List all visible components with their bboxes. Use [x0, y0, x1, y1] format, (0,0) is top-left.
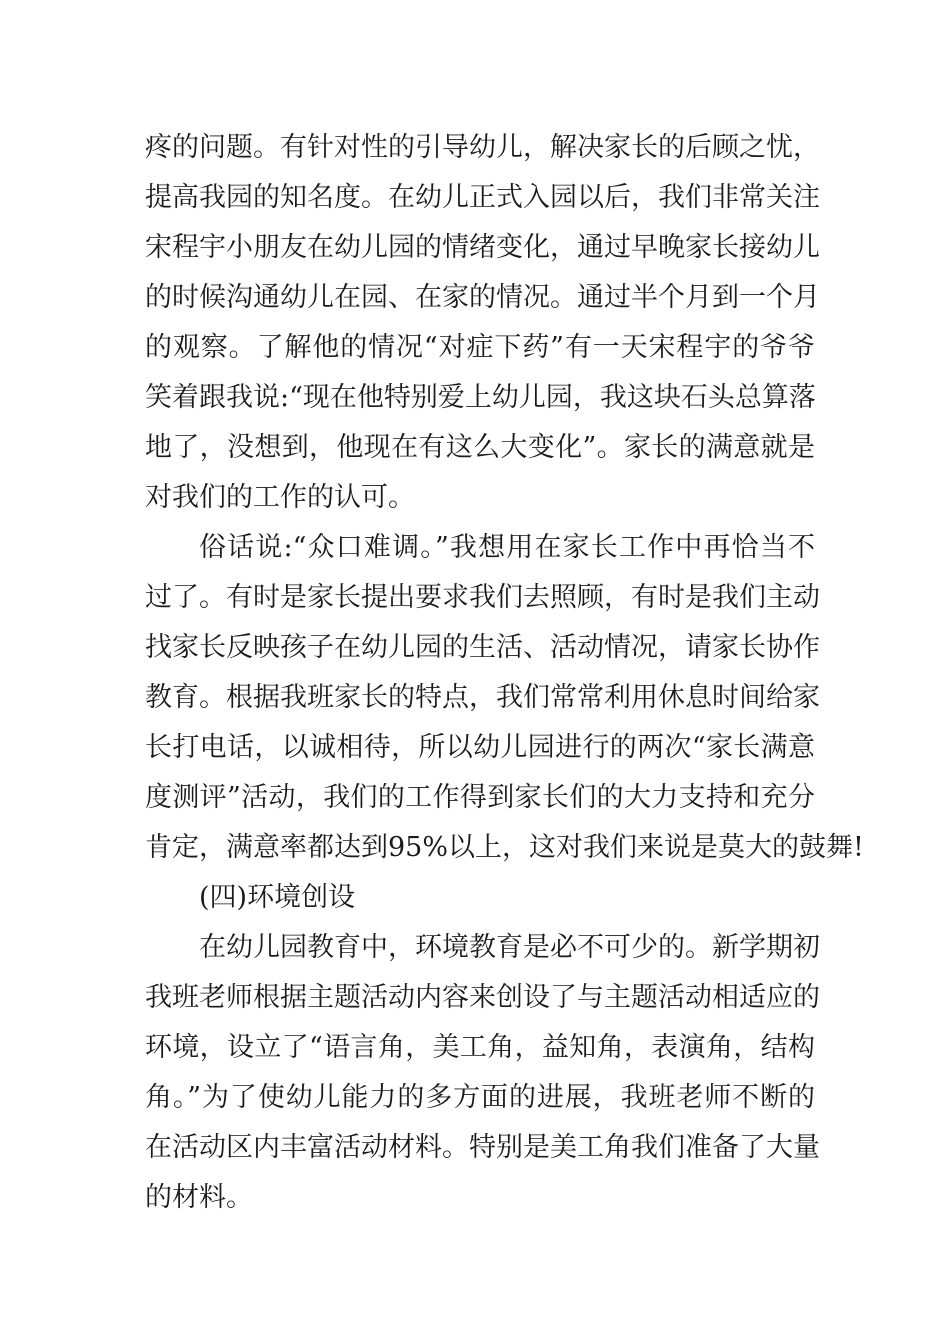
text-line: 的观察。了解他的情况“对症下药”有一天宋程宇的爷爷 — [145, 332, 815, 363]
text-line: 宋程宇小朋友在幼儿园的情绪变化，通过早晚家长接幼儿 — [145, 232, 820, 263]
paragraph-start-line: 俗话说:“众口难调。”我想用在家长工作中再恰当不 — [199, 532, 815, 563]
paragraph-end-line: 的材料。 — [145, 1182, 253, 1213]
text-line: 我班老师根据主题活动内容来创设了与主题活动相适应的 — [145, 982, 820, 1013]
paragraph-start-line: 在幼儿园教育中，环境教育是必不可少的。新学期初 — [199, 932, 820, 963]
text-line: 在活动区内丰富活动材料。特别是美工角我们准备了大量 — [145, 1132, 820, 1163]
section-heading: (四)环境创设 — [199, 882, 356, 913]
text-line: 角。”为了使幼儿能力的多方面的进展，我班老师不断的 — [145, 1082, 815, 1113]
text-line: 教育。根据我班家长的特点，我们常常利用休息时间给家 — [145, 682, 820, 713]
text-line: 提高我园的知名度。在幼儿正式入园以后，我们非常关注 — [145, 182, 820, 213]
text-line: 过了。有时是家长提出要求我们去照顾，有时是我们主动 — [145, 582, 820, 613]
text-line: 找家长反映孩子在幼儿园的生活、活动情况，请家长协作 — [145, 632, 820, 663]
paragraph-end-line: 肯定，满意率都达到95%以上，这对我们来说是莫大的鼓舞! — [145, 832, 864, 863]
text-line: 的时候沟通幼儿在园、在家的情况。通过半个月到一个月 — [145, 282, 820, 313]
text-line: 长打电话，以诚相待，所以幼儿园进行的两次“家长满意 — [145, 732, 815, 763]
text-line: 笑着跟我说:“现在他特别爱上幼儿园，我这块石头总算落 — [145, 382, 816, 413]
text-line: 环境，设立了“语言角，美工角，益知角，表演角，结构 — [145, 1032, 815, 1063]
text-line: 地了，没想到，他现在有这么大变化”。家长的满意就是 — [145, 432, 815, 463]
text-line: 疼的问题。有针对性的引导幼儿，解决家长的后顾之忧， — [145, 132, 820, 163]
paragraph-end-line: 对我们的工作的认可。 — [145, 482, 415, 513]
text-line: 度测评”活动，我们的工作得到家长们的大力支持和充分 — [145, 782, 815, 813]
